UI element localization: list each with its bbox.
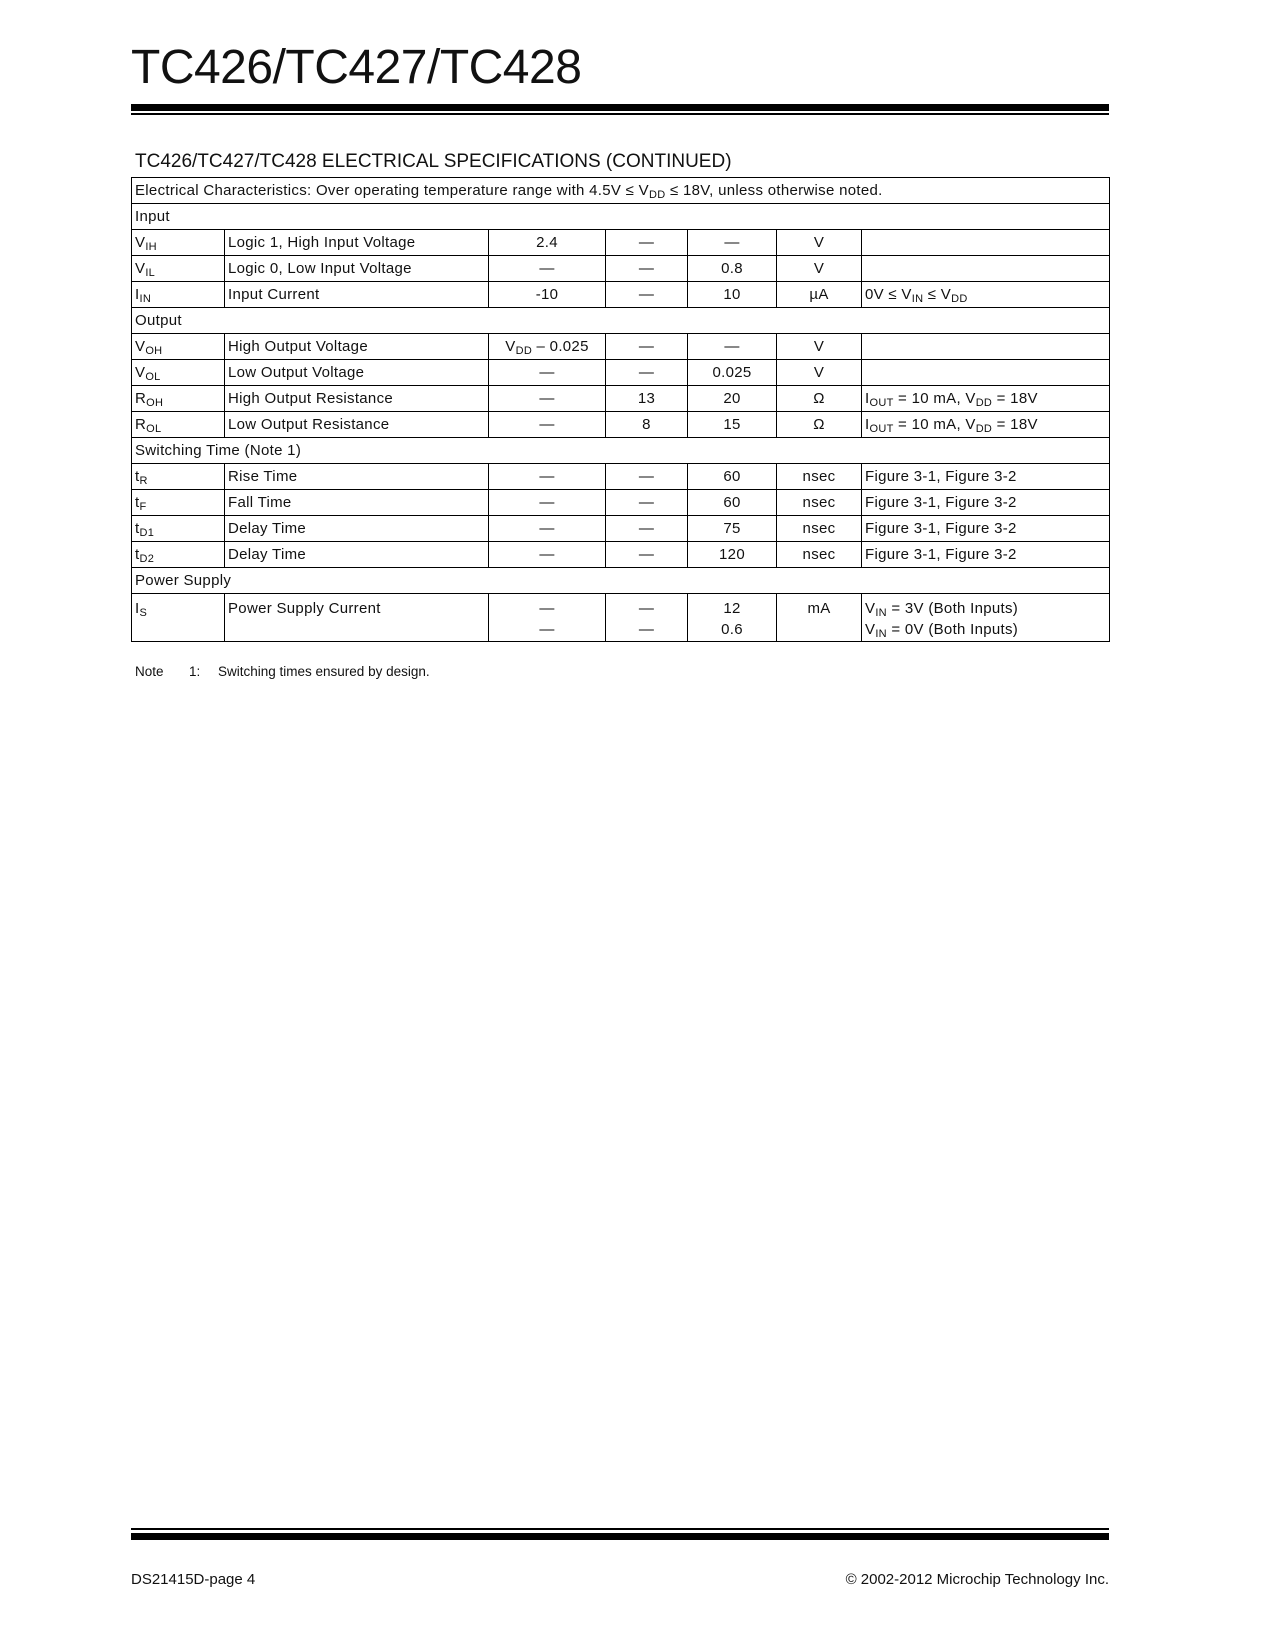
min-cell: — — <box>489 594 606 642</box>
parameter-cell: Delay Time <box>225 542 489 568</box>
table-row <box>132 516 1110 542</box>
section-label-switching: Switching Time (Note 1) <box>132 438 1110 464</box>
note-text: Switching times ensured by design. <box>218 664 430 679</box>
footer-doc-number: DS21415D-page 4 <box>131 1571 256 1588</box>
section-row-output <box>132 308 1110 334</box>
symbol-cell: $V_{IH}$ <box>132 230 225 256</box>
min-cell: — <box>489 386 606 412</box>
min-cell: — <box>489 360 606 386</box>
units-cell: V <box>777 334 862 360</box>
parameter-cell: High Output Resistance <box>225 386 489 412</box>
footer-rule-thin <box>131 1528 1109 1530</box>
conditions-cell: $I_{OUT} = 10$ mA, $V_{DD} = 18V$ <box>862 386 1110 412</box>
min-cell: — <box>489 516 606 542</box>
symbol-cell: $t_F$ <box>132 490 225 516</box>
table-row <box>132 256 1110 282</box>
electrical-specifications-table <box>131 177 1110 642</box>
parameter-cell: Logic 0, Low Input Voltage <box>225 256 489 282</box>
section-row-switching <box>132 438 1110 464</box>
note-label: Note <box>135 664 164 679</box>
conditions-cell: $I_{OUT} = 10$ mA, $V_{DD} = 18V$ <box>862 412 1110 438</box>
section-label-output: Output <box>132 308 1110 334</box>
max-cell: 15 <box>688 412 777 438</box>
symbol-cell: $V_{OL}$ <box>132 360 225 386</box>
units-cell: nsec <box>777 516 862 542</box>
conditions-cell <box>132 178 1110 204</box>
symbol-cell: $I_S$ <box>132 594 225 642</box>
units-cell: nsec <box>777 490 862 516</box>
conditions-text-end: ≤ 18V, unless otherwise noted. <box>665 182 883 199</box>
min-cell: — <box>489 256 606 282</box>
min-cell: — <box>489 412 606 438</box>
units-cell: V <box>777 256 862 282</box>
conditions-cell: Figure 3-1, Figure 3-2 <box>862 490 1110 516</box>
conditions-cell: Figure 3-1, Figure 3-2 <box>862 542 1110 568</box>
typ-cell: — <box>606 542 688 568</box>
section-label-input: Input <box>132 204 1110 230</box>
parameter-cell: Power Supply Current <box>225 594 489 642</box>
typ-cell: — <box>606 282 688 308</box>
min-cell: — <box>489 542 606 568</box>
max-cell: 0.8 <box>688 256 777 282</box>
units-cell: mA <box>777 594 862 642</box>
max-cell: 60 <box>688 490 777 516</box>
parameter-cell: Rise Time <box>225 464 489 490</box>
conditions-cell: Figure 3-1, Figure 3-2 <box>862 464 1110 490</box>
conditions-cell: $V_{IN} = 3V$ (Both Inputs) $V_{IN} = 0V$ (Both Inputs) <box>862 594 1110 642</box>
table-row <box>132 360 1110 386</box>
symbol-cell: $R_{OH}$ <box>132 386 225 412</box>
max-cell: 60 <box>688 464 777 490</box>
conditions-cell <box>862 256 1110 282</box>
conditions-cell <box>862 230 1110 256</box>
units-cell: nsec <box>777 542 862 568</box>
units-cell: V <box>777 230 862 256</box>
parameter-cell: Delay Time <box>225 516 489 542</box>
max-cell: — <box>688 334 777 360</box>
units-cell: V <box>777 360 862 386</box>
symbol-cell: $I_{IN}$ <box>132 282 225 308</box>
conditions-text: Electrical Characteristics: Over operating temperature range with 4.5V ≤ V <box>135 182 649 199</box>
typ-cell: — <box>606 516 688 542</box>
symbol-cell: $R_{OL}$ <box>132 412 225 438</box>
symbol-cell: $V_{OH}$ <box>132 334 225 360</box>
table-row <box>132 334 1110 360</box>
max-cell: 12 0.6 <box>688 594 777 642</box>
units-cell: Ω <box>777 386 862 412</box>
typ-cell: 8 <box>606 412 688 438</box>
table-title: TC426/TC427/TC428 ELECTRICAL SPECIFICATIONS (CONTINUED) <box>135 151 732 172</box>
max-cell: 10 <box>688 282 777 308</box>
min-cell: 2.4 <box>489 230 606 256</box>
max-cell: 20 <box>688 386 777 412</box>
typ-cell: — <box>606 334 688 360</box>
table-row <box>132 542 1110 568</box>
max-cell: 75 <box>688 516 777 542</box>
max-cell: — <box>688 230 777 256</box>
section-row-power <box>132 568 1110 594</box>
symbol-cell: $t_{D1}$ <box>132 516 225 542</box>
parameter-cell: Fall Time <box>225 490 489 516</box>
table-row <box>132 464 1110 490</box>
table-row <box>132 412 1110 438</box>
units-cell: µA <box>777 282 862 308</box>
table-row <box>132 594 1110 642</box>
typ-cell: — — <box>606 594 688 642</box>
footer-copyright: © 2002-2012 Microchip Technology Inc. <box>845 1571 1109 1588</box>
parameter-cell: Input Current <box>225 282 489 308</box>
parameter-cell: Logic 1, High Input Voltage <box>225 230 489 256</box>
symbol-cell: $t_R$ <box>132 464 225 490</box>
parameter-cell: High Output Voltage <box>225 334 489 360</box>
units-cell: Ω <box>777 412 862 438</box>
units-cell: nsec <box>777 464 862 490</box>
parameter-cell: Low Output Resistance <box>225 412 489 438</box>
symbol-cell: $V_{IL}$ <box>132 256 225 282</box>
note-number: 1: <box>189 664 201 679</box>
footer-rule-thick <box>131 1533 1109 1540</box>
typ-cell: — <box>606 360 688 386</box>
page-header-title: TC426/TC427/TC428 <box>131 41 582 94</box>
min-cell: — <box>489 490 606 516</box>
conditions-row <box>132 178 1110 204</box>
table-row <box>132 282 1110 308</box>
typ-cell: — <box>606 230 688 256</box>
conditions-cell <box>862 360 1110 386</box>
typ-cell: — <box>606 464 688 490</box>
header-rule-thick <box>131 104 1109 111</box>
symbol-cell: $t_{D2}$ <box>132 542 225 568</box>
table-row <box>132 490 1110 516</box>
max-cell: 0.025 <box>688 360 777 386</box>
section-label-power: Power Supply <box>132 568 1110 594</box>
conditions-sub: DD <box>648 189 666 201</box>
table-row <box>132 230 1110 256</box>
table-row <box>132 386 1110 412</box>
conditions-cell: $0V \le V_{IN} \le V_{DD}$ <box>862 282 1110 308</box>
typ-cell: — <box>606 256 688 282</box>
conditions-cell: Figure 3-1, Figure 3-2 <box>862 516 1110 542</box>
min-cell: $V_{DD} - 0.025$ <box>489 334 606 360</box>
typ-cell: — <box>606 490 688 516</box>
max-cell: 120 <box>688 542 777 568</box>
table-note <box>135 664 430 679</box>
typ-cell: 13 <box>606 386 688 412</box>
min-cell: -10 <box>489 282 606 308</box>
parameter-cell: Low Output Voltage <box>225 360 489 386</box>
min-cell: — <box>489 464 606 490</box>
header-rule-thin <box>131 113 1109 115</box>
section-row-input <box>132 204 1110 230</box>
conditions-cell <box>862 334 1110 360</box>
